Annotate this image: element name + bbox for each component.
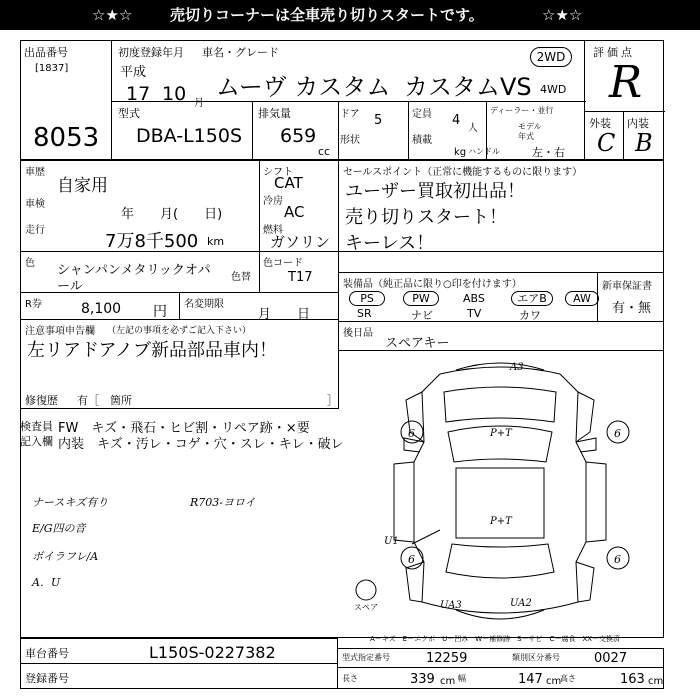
- load-unit: kg: [454, 147, 467, 158]
- registration-year: 17: [126, 83, 151, 105]
- mileage-value: 7万8千500: [105, 231, 199, 252]
- length-value: 339: [410, 672, 435, 687]
- tire-mark-front-right: 6: [614, 427, 621, 440]
- notes-box: [20, 319, 339, 409]
- notes-sub: （左記の事項を必ずご記入下さい）: [107, 326, 252, 336]
- drive-2wd-circled: 2WD: [530, 47, 572, 67]
- accessories-value: スペアキー: [385, 336, 450, 351]
- color-name-line-1: シャンパンメタリックオパ: [57, 263, 211, 278]
- handwritten-note-4: A．U: [32, 576, 61, 589]
- notes-text: 左リアドアノブ新品部品車内！: [27, 340, 278, 361]
- damage-mark-rear: UA2: [510, 598, 532, 609]
- color-label: 色: [25, 258, 35, 269]
- notes-label: 注意事項申告欄: [25, 326, 95, 337]
- registration-month: 10: [162, 83, 187, 105]
- interior-label: 内装: [627, 117, 649, 130]
- damage-mark-roof: P+T: [490, 516, 512, 527]
- sales-point-line-1: ユーザー買取初出品！: [345, 181, 525, 202]
- registration-era: 平成: [120, 65, 147, 80]
- mileage-label: 走行: [25, 225, 45, 236]
- fuel-label: 燃料: [263, 225, 283, 236]
- damage-mark-rear-2: UA3: [440, 600, 462, 611]
- recycle-amount: 8,100: [81, 301, 122, 317]
- color-change-label: 色替: [231, 272, 251, 283]
- grade-overall: R: [609, 57, 643, 108]
- lot-number: 8053: [33, 123, 100, 153]
- option-leather: カワ: [519, 309, 541, 322]
- car-damage-diagram: [340, 352, 660, 632]
- width-value: 147: [518, 672, 543, 687]
- option-aw: AW: [565, 291, 599, 306]
- tire-mark-rear-left: 6: [408, 553, 415, 566]
- vehicle-info-box: [111, 40, 585, 160]
- category-number-label: 類別区分番号: [512, 653, 560, 662]
- height-value: 163: [620, 672, 645, 687]
- car-grade: カスタムVS: [404, 73, 532, 101]
- color-code: T17: [288, 270, 313, 285]
- year-model-label: モデル: [518, 122, 542, 131]
- handwritten-note-3: ボイラフレ/A: [32, 550, 99, 563]
- inspector-row-exterior: FW キズ・飛石・ヒビ割・リペア跡・×要: [58, 421, 310, 436]
- displacement-label: 排気量: [258, 107, 291, 120]
- fuel-value: ガソリン: [270, 233, 331, 251]
- ac-label: 冷房: [263, 196, 283, 207]
- recycle-yen: 円: [153, 304, 167, 320]
- option-tv: TV: [467, 307, 482, 320]
- type-designation-value: 12259: [426, 651, 468, 666]
- category-number-value: 0027: [594, 651, 628, 666]
- warranty-label: 新車保証書: [602, 281, 652, 292]
- sales-point-line-2: 売り切りスタート！: [345, 207, 507, 228]
- handwritten-note-5: R703-ヨロイ: [190, 496, 256, 509]
- tire-mark-front-left: 6: [408, 427, 415, 440]
- inspector-label-2: 記入欄: [20, 435, 53, 448]
- exterior-label: 外装: [589, 117, 611, 130]
- spare-label: スペア: [354, 603, 378, 612]
- damage-legend: A－キズ E－エクボ U－凹み W－補修跡 S－サビ C－腐食 XX－交換済: [370, 635, 621, 643]
- capacity-unit: 人: [468, 123, 478, 134]
- shift-label: シフト: [263, 167, 293, 178]
- handwritten-note-1: ナースキズ有り: [32, 496, 109, 509]
- usage-type: 自家用: [57, 176, 108, 196]
- header-stars-left: ☆★☆: [92, 6, 133, 24]
- option-sr: SR: [357, 307, 372, 320]
- mileage-unit: km: [207, 235, 225, 248]
- exterior-grade: C: [597, 129, 616, 157]
- registration-label: 初度登録年月: [118, 46, 184, 59]
- options-label: 装備品（純正品に限り○印を付けます）: [343, 279, 522, 290]
- capacity-label: 定員: [412, 109, 432, 120]
- option-pw: PW: [403, 291, 439, 306]
- sales-point-line-3: キーレス！: [345, 233, 435, 254]
- inspector-label-1: 検査員: [20, 420, 53, 433]
- registration-number-label: 登録番号: [25, 672, 69, 685]
- handwritten-note-2: E/G四の音: [32, 522, 86, 535]
- equipment-box: [259, 160, 339, 252]
- height-unit: cm: [648, 676, 664, 687]
- height-label: 高さ: [560, 674, 576, 683]
- repair-value: 有［ 箇所: [77, 394, 132, 407]
- displacement-unit: cc: [318, 145, 331, 158]
- registration-month-unit: 月: [194, 98, 204, 109]
- grade-box: [584, 40, 664, 160]
- damage-mark-side: U1: [384, 536, 399, 547]
- sales-point-label: セールスポイント（正常に機能するものに限ります）: [343, 167, 583, 178]
- handle-value: 左・右: [532, 146, 565, 159]
- recycle-box: [20, 292, 180, 320]
- sales-point-box: [338, 160, 664, 252]
- header-title: 売切りコーナーは全車売り切りスタートです。: [170, 6, 484, 24]
- registration-number-box: [20, 663, 338, 689]
- header-stars-right: ☆★☆: [542, 6, 583, 24]
- type-designation-label: 型式指定番号: [342, 653, 390, 662]
- damage-mark-front: A3: [510, 362, 524, 373]
- displacement-value: 659: [280, 125, 317, 147]
- accessories-label: 後日品: [343, 328, 373, 339]
- car-name: ムーヴ カスタム: [216, 73, 391, 101]
- option-ps: PS: [349, 291, 385, 306]
- usage-box: [20, 160, 260, 252]
- type-designation-box: [337, 648, 664, 668]
- shape-label: 形状: [340, 135, 360, 146]
- recycle-label: R券: [25, 299, 42, 310]
- ac-value: AC: [284, 203, 305, 221]
- width-unit: cm: [546, 676, 562, 687]
- option-abs: ABS: [463, 292, 485, 305]
- color-box: [20, 251, 260, 293]
- lot-sub: [1837]: [35, 63, 69, 74]
- length-label: 長さ: [342, 674, 358, 683]
- dimensions-box: [337, 667, 664, 689]
- chassis-box: [20, 638, 338, 664]
- repair-label: 修復歴: [25, 394, 58, 407]
- accessories-box: [338, 321, 664, 351]
- year-label: 年式: [518, 132, 534, 141]
- option-navi: ナビ: [411, 309, 433, 322]
- model-code: DBA-L150S: [136, 125, 243, 147]
- tire-mark-rear-right: 6: [614, 553, 621, 566]
- lot-label: 出品番号: [24, 46, 68, 59]
- color-name-line-2: ール: [57, 279, 83, 294]
- lot-box: [20, 40, 112, 160]
- inspection-label: 車検: [25, 199, 45, 210]
- door-count: 5: [374, 113, 383, 128]
- options-box: [338, 272, 598, 322]
- name-change-label: 名変期限: [184, 299, 224, 310]
- car-name-label: 車名・グレード: [202, 46, 279, 59]
- warranty-value: 有・無: [612, 301, 652, 316]
- name-change-value: 月 日: [258, 307, 311, 322]
- width-label: 幅: [458, 674, 466, 683]
- chassis-number: L150S-0227382: [149, 643, 276, 662]
- length-unit: cm: [440, 676, 456, 687]
- chassis-label: 車台番号: [25, 647, 69, 660]
- header-banner: [0, 0, 700, 30]
- name-change-box: [179, 292, 339, 320]
- model-label: 型式: [118, 107, 140, 120]
- handle-label: ハンドル: [468, 147, 500, 156]
- interior-grade: B: [635, 129, 653, 157]
- damage-mark-hood: P+T: [490, 428, 512, 439]
- shift-value: CAT: [274, 174, 303, 192]
- color-code-box: [259, 251, 339, 293]
- inspector-row-interior: 内装 キズ・汚レ・コゲ・穴・スレ・キレ・破レ: [58, 437, 344, 452]
- drive-4wd: 4WD: [540, 83, 567, 96]
- usage-type-label: 車歴: [25, 167, 45, 178]
- dealer-label: ディーラー・並行: [490, 106, 554, 115]
- color-code-label: 色コード: [263, 258, 303, 269]
- grade-label: 評価点: [593, 46, 635, 59]
- option-airbag: エアB: [511, 291, 553, 306]
- capacity-value: 4: [452, 113, 461, 128]
- inspection-value: 年 月( 日): [121, 207, 223, 222]
- load-label: 積載: [412, 135, 432, 146]
- warranty-box: [597, 272, 664, 322]
- repair-bracket: ］: [327, 394, 338, 407]
- door-label: ドア: [340, 109, 360, 120]
